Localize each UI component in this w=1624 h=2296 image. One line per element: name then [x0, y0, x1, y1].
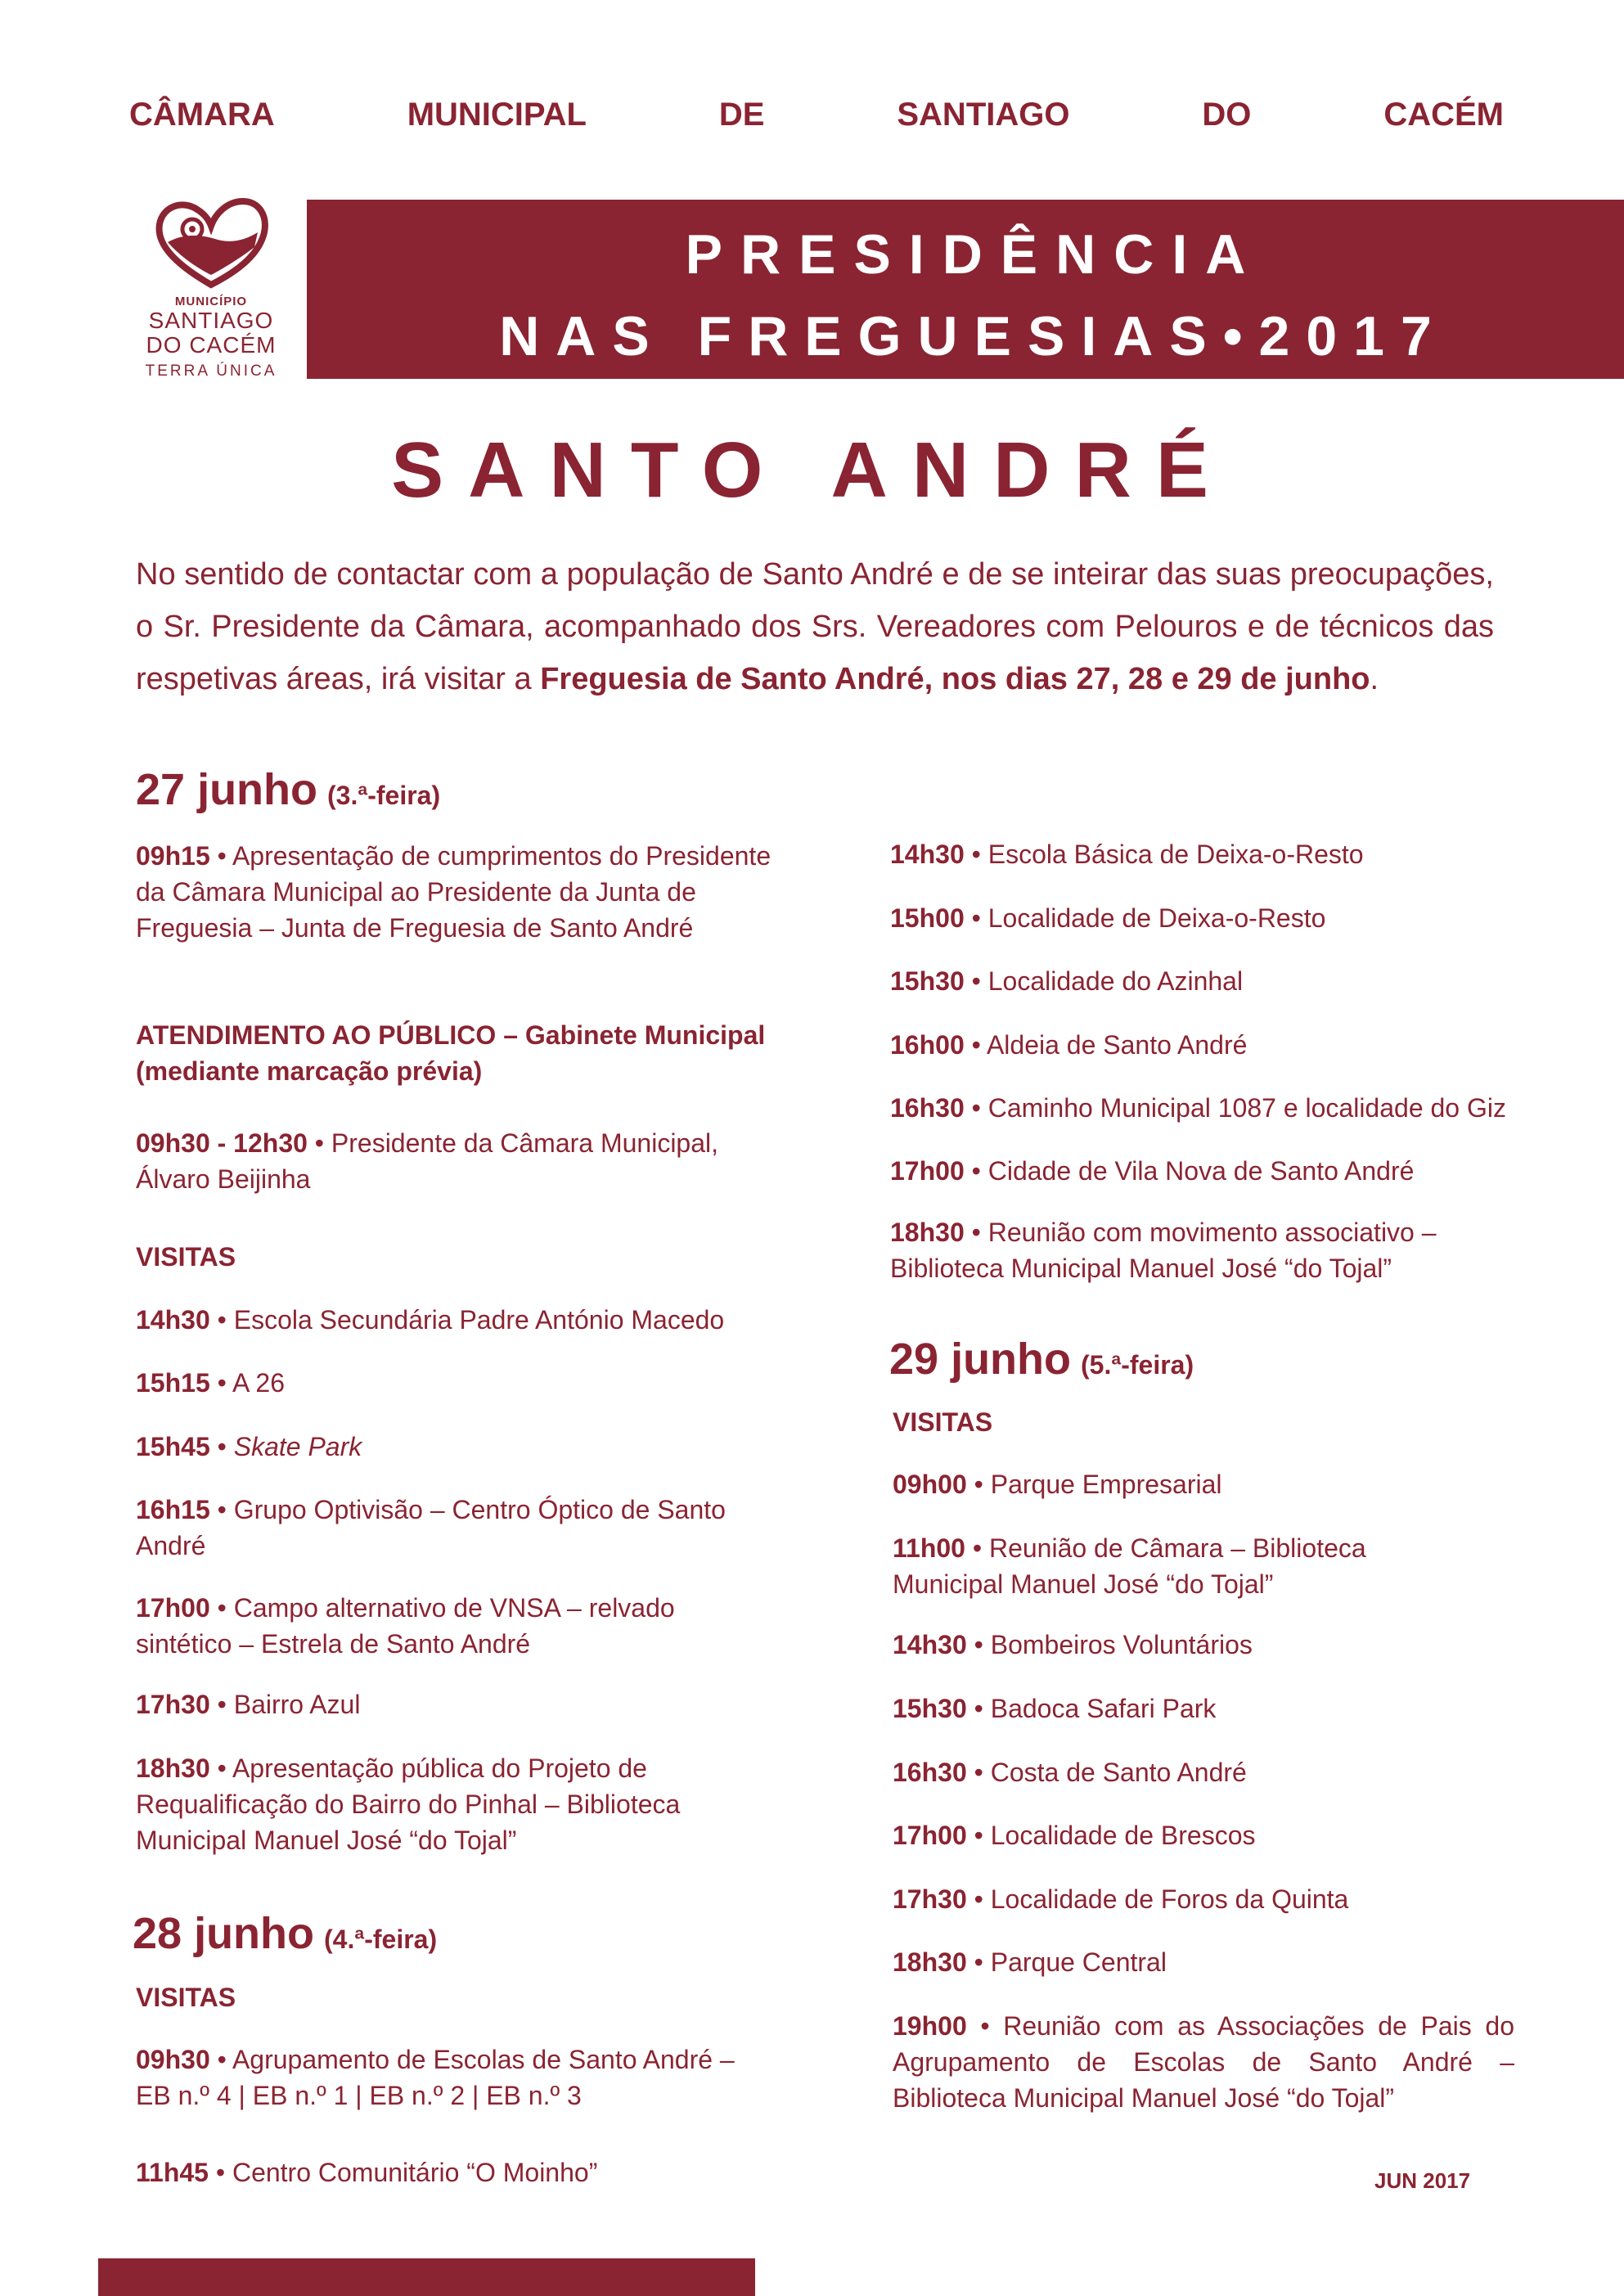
schedule-item — [136, 2154, 774, 2190]
item-text: • Bairro Azul — [209, 1690, 361, 1719]
intro-paragraph — [136, 548, 1494, 705]
schedule-item — [890, 836, 1528, 872]
item-text: • Localidade de Brescos — [966, 1821, 1256, 1850]
item-time: 18h30 — [136, 1754, 210, 1783]
organization-title — [129, 97, 1504, 133]
schedule-item — [136, 838, 774, 946]
day-date: 27 junho — [136, 765, 318, 814]
item-time: 17h30 — [893, 1884, 967, 1914]
logo-tagline: TERRA ÚNICA — [145, 362, 277, 380]
item-time: 18h30 — [893, 1947, 967, 1977]
schedule-item — [893, 1690, 1514, 1727]
day-weekday: (5.ª-feira) — [1081, 1350, 1194, 1380]
logo-line1: SANTIAGO — [148, 308, 274, 333]
schedule-item — [136, 1686, 774, 1722]
banner-title-line1: PRESIDÊNCIA — [685, 223, 1264, 286]
schedule-item — [136, 2042, 774, 2114]
day-weekday: (3.ª-feira) — [327, 781, 441, 810]
item-text: • Apresentação de cumprimentos do Presidente da Câmara Municipal ao Presidente da Junta de Freguesia – Junta de Freguesia de Santo André — [136, 841, 772, 943]
item-time: 14h30 — [893, 1630, 967, 1659]
item-text: • Escola Básica de Deixa-o-Resto — [964, 840, 1364, 869]
day-heading-27 — [136, 765, 440, 820]
item-time: 16h30 — [893, 1758, 967, 1787]
schedule-item — [893, 1627, 1514, 1663]
item-time: 09h30 - 12h30 — [136, 1128, 308, 1158]
org-word: CÂMARA — [129, 97, 275, 133]
item-text: • Cidade de Vila Nova de Santo André — [964, 1156, 1415, 1186]
schedule-item — [893, 1530, 1416, 1602]
item-text: • Grupo Optivisão – Centro Óptico de Santo André — [136, 1495, 726, 1560]
item-text: • Badoca Safari Park — [966, 1694, 1217, 1723]
schedule-item — [890, 963, 1528, 999]
item-text: • Aldeia de Santo André — [964, 1030, 1248, 1060]
heart-logo-icon — [150, 193, 272, 291]
item-time: 15h30 — [893, 1694, 967, 1723]
item-text: • Localidade de Foros da Quinta — [966, 1884, 1349, 1914]
page-title: SANTO ANDRÉ — [391, 426, 1233, 514]
intro-text: No sentido de contactar com a população de Santo André e de se inteirar das suas preocupações, o Sr. Presidente da Câmara, acompanhado dos Srs. Vereadores com Pelouros e de técnicos das respetivas áreas, irá visitar a — [136, 557, 1494, 696]
item-text: • Parque Central — [966, 1947, 1167, 1977]
item-text: • Presidente da Câmara Municipal, Álvaro Beijinha — [136, 1128, 719, 1194]
item-time: 09h30 — [136, 2045, 210, 2074]
item-text: • Bombeiros Voluntários — [966, 1630, 1253, 1659]
item-time: 16h30 — [890, 1093, 965, 1123]
item-time: 17h00 — [890, 1156, 965, 1186]
day-date: 29 junho — [889, 1335, 1072, 1384]
schedule-item — [893, 1944, 1514, 1980]
schedule-item — [890, 1090, 1545, 1126]
item-text: • Escola Secundária Padre António Macedo — [209, 1305, 725, 1335]
item-time: 19h00 — [893, 2011, 967, 2041]
item-time: 17h30 — [136, 1690, 210, 1719]
item-italic: Skate Park — [233, 1432, 362, 1461]
banner-title-line2: NAS FREGUESIAS•2017 — [499, 305, 1448, 367]
item-time: 15h30 — [890, 966, 965, 996]
item-time: 17h00 — [136, 1593, 210, 1623]
org-word: DE — [718, 97, 765, 133]
item-text: • Reunião com as Associações de Pais do Agrupamento de Escolas de Santo André – Biblioteca Municipal Manuel José “do Tojal” — [893, 2011, 1514, 2113]
schedule-item — [890, 1027, 1528, 1063]
schedule-item — [890, 900, 1528, 936]
item-text: • Parque Empresarial — [966, 1470, 1222, 1499]
intro-end: . — [1370, 662, 1379, 696]
visitas-heading: VISITAS — [893, 1407, 993, 1437]
item-time: 18h30 — [890, 1218, 965, 1247]
schedule-item — [136, 1125, 774, 1197]
item-text: • Localidade de Deixa-o-Resto — [964, 903, 1326, 933]
schedule-item — [893, 1466, 1514, 1502]
intro-bold: Freguesia de Santo André, nos dias 27, 28 e 29 de junho — [540, 662, 1370, 696]
schedule-item — [136, 1590, 774, 1662]
title-banner — [307, 200, 1624, 379]
visitas-heading: VISITAS — [136, 1242, 236, 1272]
org-word: DO — [1202, 97, 1252, 133]
item-text: • Agrupamento de Escolas de Santo André – EB n.º 4 | EB n.º 1 | EB n.º 2 | EB n.º 3 — [136, 2045, 735, 2110]
item-text: • Costa de Santo André — [966, 1758, 1247, 1787]
schedule-item — [136, 1750, 774, 1858]
org-word: CACÉM — [1383, 97, 1504, 133]
logo-small-text: MUNICÍPIO — [174, 295, 248, 308]
org-word: SANTIAGO — [897, 97, 1070, 133]
schedule-item — [136, 1492, 774, 1564]
footer-date: JUN 2017 — [1374, 2168, 1471, 2193]
item-time: 15h15 — [136, 1368, 210, 1398]
item-text: • Caminho Municipal 1087 e localidade do Giz — [964, 1093, 1506, 1123]
schedule-item — [136, 1302, 774, 1338]
schedule-item — [893, 2008, 1514, 2116]
item-text: • — [209, 1432, 234, 1461]
item-text: • Localidade do Azinhal — [964, 966, 1244, 996]
item-time: 17h00 — [893, 1821, 967, 1850]
org-word: MUNICIPAL — [407, 97, 587, 133]
schedule-item — [136, 1429, 774, 1465]
item-time: 11h45 — [136, 2158, 209, 2187]
item-text: • A 26 — [209, 1368, 286, 1398]
item-time: 11h00 — [893, 1533, 965, 1563]
schedule-item — [893, 1754, 1514, 1790]
atendimento-heading: ATENDIMENTO AO PÚBLICO – Gabinete Municipal (mediante marcação prévia) — [136, 1020, 766, 1086]
schedule-item — [893, 1817, 1514, 1853]
schedule-item — [893, 1881, 1514, 1917]
item-text: • Campo alternativo de VNSA – relvado sintético – Estrela de Santo André — [136, 1593, 675, 1659]
item-time: 15h00 — [890, 903, 965, 933]
item-text: • Apresentação pública do Projeto de Requalificação do Bairro do Pinhal – Biblioteca Municipal Manuel José “do Tojal” — [136, 1754, 681, 1855]
item-time: 14h30 — [136, 1305, 210, 1335]
item-time: 16h15 — [136, 1495, 210, 1524]
item-text: • Reunião de Câmara – Biblioteca Municipal Manuel José “do Tojal” — [893, 1533, 1366, 1599]
schedule-item — [890, 1153, 1528, 1189]
day-heading-28 — [133, 1909, 437, 1964]
item-time: 14h30 — [890, 840, 965, 869]
day-date: 28 junho — [133, 1909, 315, 1958]
day-weekday: (4.ª-feira) — [324, 1925, 438, 1954]
item-time: 09h00 — [893, 1470, 967, 1499]
schedule-item — [136, 1365, 774, 1401]
municipality-logo — [121, 193, 301, 381]
item-text: • Centro Comunitário “O Moinho” — [208, 2158, 598, 2187]
item-text: • Reunião com movimento associativo – Biblioteca Municipal Manuel José “do Tojal” — [890, 1218, 1437, 1283]
item-time: 09h15 — [136, 841, 210, 871]
item-time: 16h00 — [890, 1030, 965, 1060]
visitas-heading: VISITAS — [136, 1983, 236, 2012]
day-heading-29 — [889, 1335, 1194, 1389]
footer-bar — [98, 2258, 755, 2296]
logo-line2: DO CACÉM — [146, 332, 277, 358]
schedule-item — [890, 1214, 1479, 1286]
item-time: 15h45 — [136, 1432, 210, 1461]
